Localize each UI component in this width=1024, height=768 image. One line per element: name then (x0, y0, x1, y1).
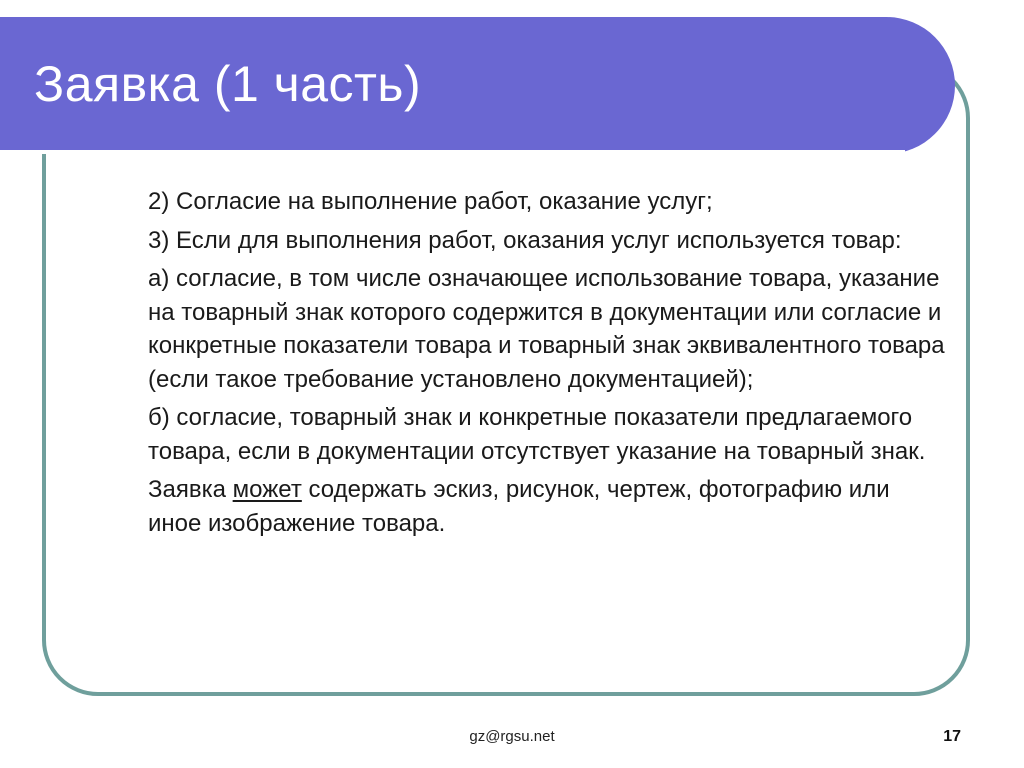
title-underline-rule (0, 150, 905, 154)
paragraph-item-b: б) согласие, товарный знак и конкретные показатели предлагаемого товара, если в документации отсутствует указание на товарный знак. (148, 404, 926, 465)
paragraph-item-a: а) согласие, в том числе означающее использование товара, указание на товарный знак которого содержится в документации или согласие и конкретные показатели товара и товарный знак эквивалентного товара (если такое требование установлено документацией); (148, 265, 945, 393)
slide-body (148, 185, 948, 545)
title-bar (0, 17, 955, 154)
paragraph-application-may-start: Заявка (148, 476, 233, 503)
paragraph-application-may (148, 473, 948, 540)
paragraph-consent-works: 2) Согласие на выполнение работ, оказание услуг; (148, 188, 713, 215)
underlined-word-may: может (232, 476, 302, 503)
slide-title: Заявка (1 часть) (34, 56, 422, 112)
page-number: 17 (943, 728, 961, 745)
paragraph-application-may-end: содержать эскиз, рисунок, чертеж, фотографию или иное изображение товара. (148, 476, 890, 537)
footer-email: gz@rgsu.net (469, 728, 555, 745)
paragraph-if-goods-used: 3) Если для выполнения работ, оказания услуг используется товар: (148, 226, 902, 254)
